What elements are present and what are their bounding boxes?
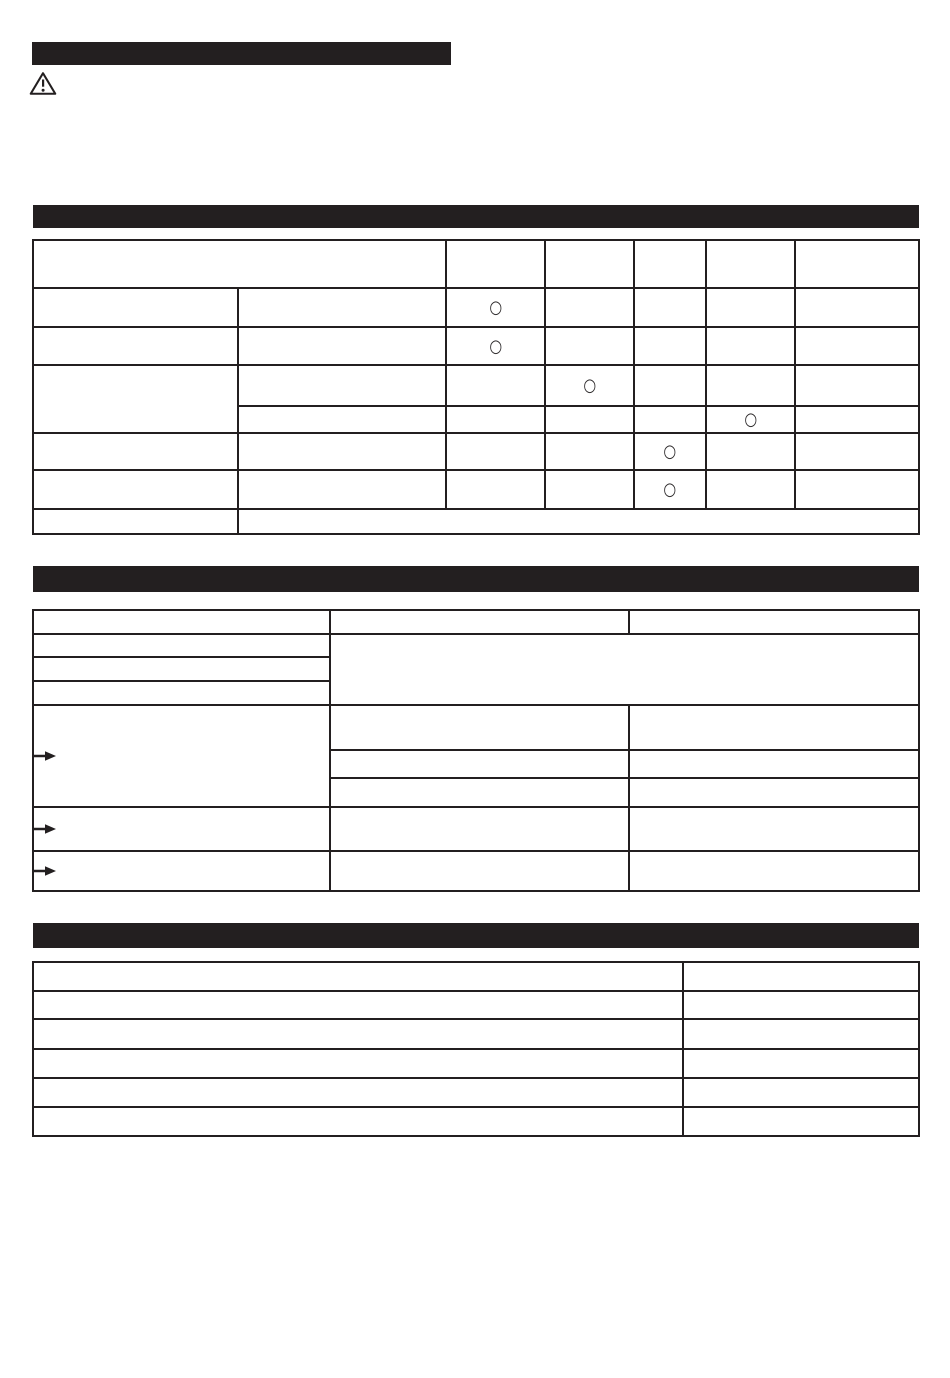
- table-cell: [545, 288, 634, 327]
- table-cell: [545, 406, 634, 433]
- table-cell: [795, 288, 919, 327]
- section-header-2: [33, 566, 919, 592]
- table-cell: [33, 634, 330, 657]
- right-arrow-icon: [34, 865, 56, 877]
- circle-mark-icon: ○: [663, 479, 677, 500]
- table-cell: [446, 470, 545, 509]
- table-cell: [33, 288, 238, 327]
- table-cell: [634, 365, 706, 406]
- table-cell: [683, 991, 919, 1019]
- table-cell: [706, 288, 795, 327]
- table-cell: [634, 470, 706, 509]
- table-cell: [706, 240, 795, 288]
- table-cell: [330, 750, 629, 778]
- table-row: [33, 240, 919, 288]
- table-row: [33, 288, 919, 327]
- warning-triangle-icon: [29, 71, 57, 96]
- table-two-arrow-list: [32, 609, 920, 892]
- table-cell: [33, 509, 238, 534]
- table-cell: [238, 433, 446, 470]
- table-cell: [629, 610, 919, 634]
- table-cell: [545, 240, 634, 288]
- table-cell: [683, 1019, 919, 1049]
- table-cell: [629, 807, 919, 851]
- table-cell: [330, 807, 629, 851]
- table-cell: [33, 240, 446, 288]
- table-cell: [330, 634, 919, 705]
- table-cell: [33, 365, 238, 433]
- table-one-circle-matrix: [32, 239, 920, 535]
- table-row: [33, 1019, 919, 1049]
- table-cell: [634, 433, 706, 470]
- table-cell: [629, 705, 919, 750]
- circle-mark-icon: ○: [489, 297, 502, 318]
- table-row: [33, 365, 919, 406]
- table-cell: [330, 610, 629, 634]
- table-row: [33, 1107, 919, 1136]
- table-row: [33, 705, 919, 750]
- table-cell: [446, 327, 545, 365]
- table-cell: [238, 470, 446, 509]
- table-cell: [795, 406, 919, 433]
- table-cell: [330, 851, 629, 891]
- table-cell: [446, 433, 545, 470]
- table-cell: [545, 433, 634, 470]
- table-cell: [683, 1107, 919, 1136]
- right-arrow-icon: [34, 750, 56, 762]
- table-cell: [683, 962, 919, 991]
- table-cell: [330, 778, 629, 807]
- circle-mark-icon: ○: [489, 335, 502, 357]
- table-cell: [795, 470, 919, 509]
- table-cell: [33, 991, 683, 1019]
- table-cell: [795, 433, 919, 470]
- table-cell: [706, 470, 795, 509]
- table-cell: [33, 470, 238, 509]
- table-cell: [629, 750, 919, 778]
- table-cell: [33, 657, 330, 681]
- table-cell: [634, 406, 706, 433]
- table-row: [33, 851, 919, 891]
- table-cell: [795, 365, 919, 406]
- table-row: [33, 634, 919, 657]
- table-cell: [706, 406, 795, 433]
- table-cell: [33, 1078, 683, 1107]
- circle-mark-icon: ○: [663, 441, 677, 462]
- table-cell: [634, 240, 706, 288]
- table-row: [33, 1078, 919, 1107]
- table-row: [33, 807, 919, 851]
- table-cell: [629, 851, 919, 891]
- table-cell: [238, 288, 446, 327]
- section-header-3: [33, 923, 919, 948]
- table-cell: [238, 509, 919, 534]
- table-cell: [33, 1019, 683, 1049]
- table-row: [33, 962, 919, 991]
- table-cell: [634, 327, 706, 365]
- table-cell: [33, 681, 330, 705]
- table-cell: [545, 470, 634, 509]
- table-cell: [706, 327, 795, 365]
- table-row: [33, 327, 919, 365]
- table-row: [33, 1049, 919, 1078]
- table-cell: [446, 406, 545, 433]
- table-row: [33, 610, 919, 634]
- table-three-spec-list: [32, 961, 920, 1137]
- table-row: [33, 991, 919, 1019]
- circle-mark-icon: ○: [744, 409, 757, 430]
- section-header-1: [33, 205, 919, 228]
- table-cell: [238, 406, 446, 433]
- title-bar: [32, 42, 451, 65]
- table-cell: [33, 433, 238, 470]
- table-row: [33, 433, 919, 470]
- table-cell: [706, 365, 795, 406]
- table-cell: [330, 705, 629, 750]
- table-cell: [706, 433, 795, 470]
- right-arrow-icon: [34, 823, 56, 835]
- table-cell: [446, 365, 545, 406]
- table-cell: [33, 807, 330, 851]
- table-cell: [33, 327, 238, 365]
- table-cell: [238, 365, 446, 406]
- table-cell: [33, 1049, 683, 1078]
- table-cell: [33, 1107, 683, 1136]
- circle-mark-icon: ○: [583, 375, 596, 396]
- table-cell: [446, 240, 545, 288]
- table-row: [33, 470, 919, 509]
- table-cell: [33, 610, 330, 634]
- table-cell: [634, 288, 706, 327]
- table-cell: [33, 705, 330, 807]
- table-cell: [545, 365, 634, 406]
- table-cell: [33, 851, 330, 891]
- table-cell: [795, 240, 919, 288]
- table-cell: [795, 327, 919, 365]
- table-cell: [683, 1049, 919, 1078]
- table-cell: [545, 327, 634, 365]
- table-cell: [683, 1078, 919, 1107]
- table-cell: [446, 288, 545, 327]
- table-cell: [238, 327, 446, 365]
- table-cell: [33, 962, 683, 991]
- table-cell: [629, 778, 919, 807]
- table-row: [33, 509, 919, 534]
